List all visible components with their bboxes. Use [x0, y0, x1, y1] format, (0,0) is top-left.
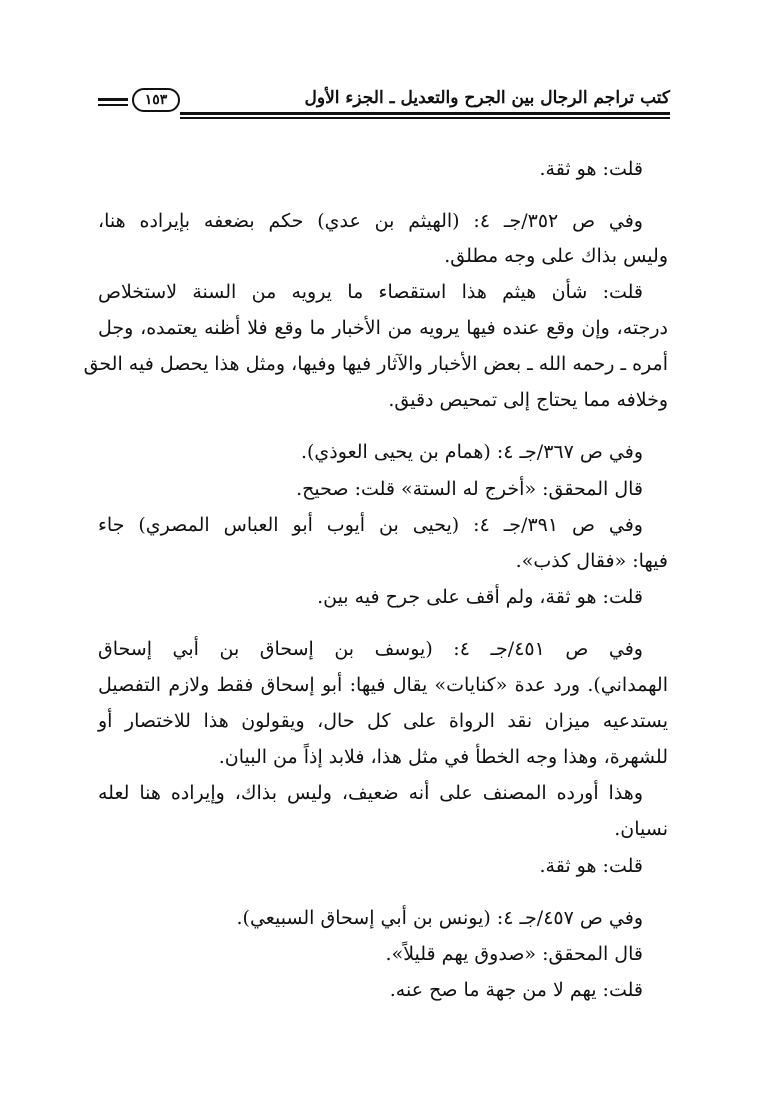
- text-line: للشهرة، وهذا وجه الخطأ في مثل هذا، فلابد إذاً من البيان.: [218, 746, 668, 768]
- text-line: وفي ص ٤٥٧/جـ ٤: (يونس بن أبي إسحاق السبيعي).: [236, 907, 643, 929]
- text-line: فيها: «فقال كذب».: [515, 550, 668, 572]
- text-line: وفي ص ٣٦٧/جـ ٤: (همام بن يحيى العوذي).: [300, 441, 643, 463]
- text-line: قال المحقق: «صدوق يهم قليلاً».: [385, 943, 643, 965]
- text-line: قلت: هو ثقة.: [539, 855, 643, 877]
- header-rule: [180, 117, 670, 119]
- page-number: ١٥٣: [132, 88, 180, 112]
- text-line: قلت: هو ثقة، ولم أقف على جرح فيه بين.: [317, 586, 643, 608]
- text-line: قلت: هو ثقة.: [539, 158, 643, 180]
- page-header: [98, 84, 670, 124]
- text-line: أمره ـ رحمه الله ـ بعض الأخبار والآثار فيها وفيها، ومثل هذا يحصل فيه الحق: [83, 353, 668, 375]
- header-rule: [98, 104, 128, 106]
- text-line: قلت: يهم لا من جهة ما صح عنه.: [389, 979, 643, 1001]
- text-line: نسيان.: [614, 818, 668, 840]
- text-line: قال المحقق: «أخرج له الستة» قلت: صحيح.: [296, 478, 643, 500]
- text-line: وهذا أورده المصنف على أنه ضعيف، وليس بذاك، وإيراده هنا لعله: [98, 782, 643, 804]
- header-rule: [180, 112, 670, 115]
- text-line: درجته، وإن وقع عنده فيها يرويه من الأخبار ما وقع فلا أظنه يعتمده، وجل: [98, 317, 668, 339]
- running-title: كتب تراجم الرجال بين الجرح والتعديل ـ الجزء الأول: [304, 88, 670, 108]
- text-line: وفي ص ٤٥١/جـ ٤: (يوسف بن إسحاق بن أبي إسحاق: [98, 638, 643, 660]
- text-line: وخلافه مما يحتاج إلى تمحيص دقيق.: [388, 389, 668, 411]
- text-line: يستدعيه ميزان نقد الرواة على كل حال، ويقولون هذا للاختصار أو: [98, 710, 668, 732]
- text-line: وليس بذاك على وجه مطلق.: [444, 245, 668, 267]
- text-line: وفي ص ٣٩١/جـ ٤: (يحيى بن أيوب أبو العباس المصري) جاء: [98, 514, 643, 536]
- header-rule: [98, 98, 128, 101]
- text-line: وفي ص ٣٥٢/جـ ٤: (الهيثم بن عدي) حكم بضعفه بإيراده هنا،: [98, 210, 643, 232]
- text-line: الهمداني). ورد عدة «كنايات» يقال فيها: أبو إسحاق فقط ولازم التفصيل: [98, 674, 668, 696]
- text-line: قلت: شأن هيثم هذا استقصاء ما يرويه من السنة لاستخلاص: [98, 281, 643, 303]
